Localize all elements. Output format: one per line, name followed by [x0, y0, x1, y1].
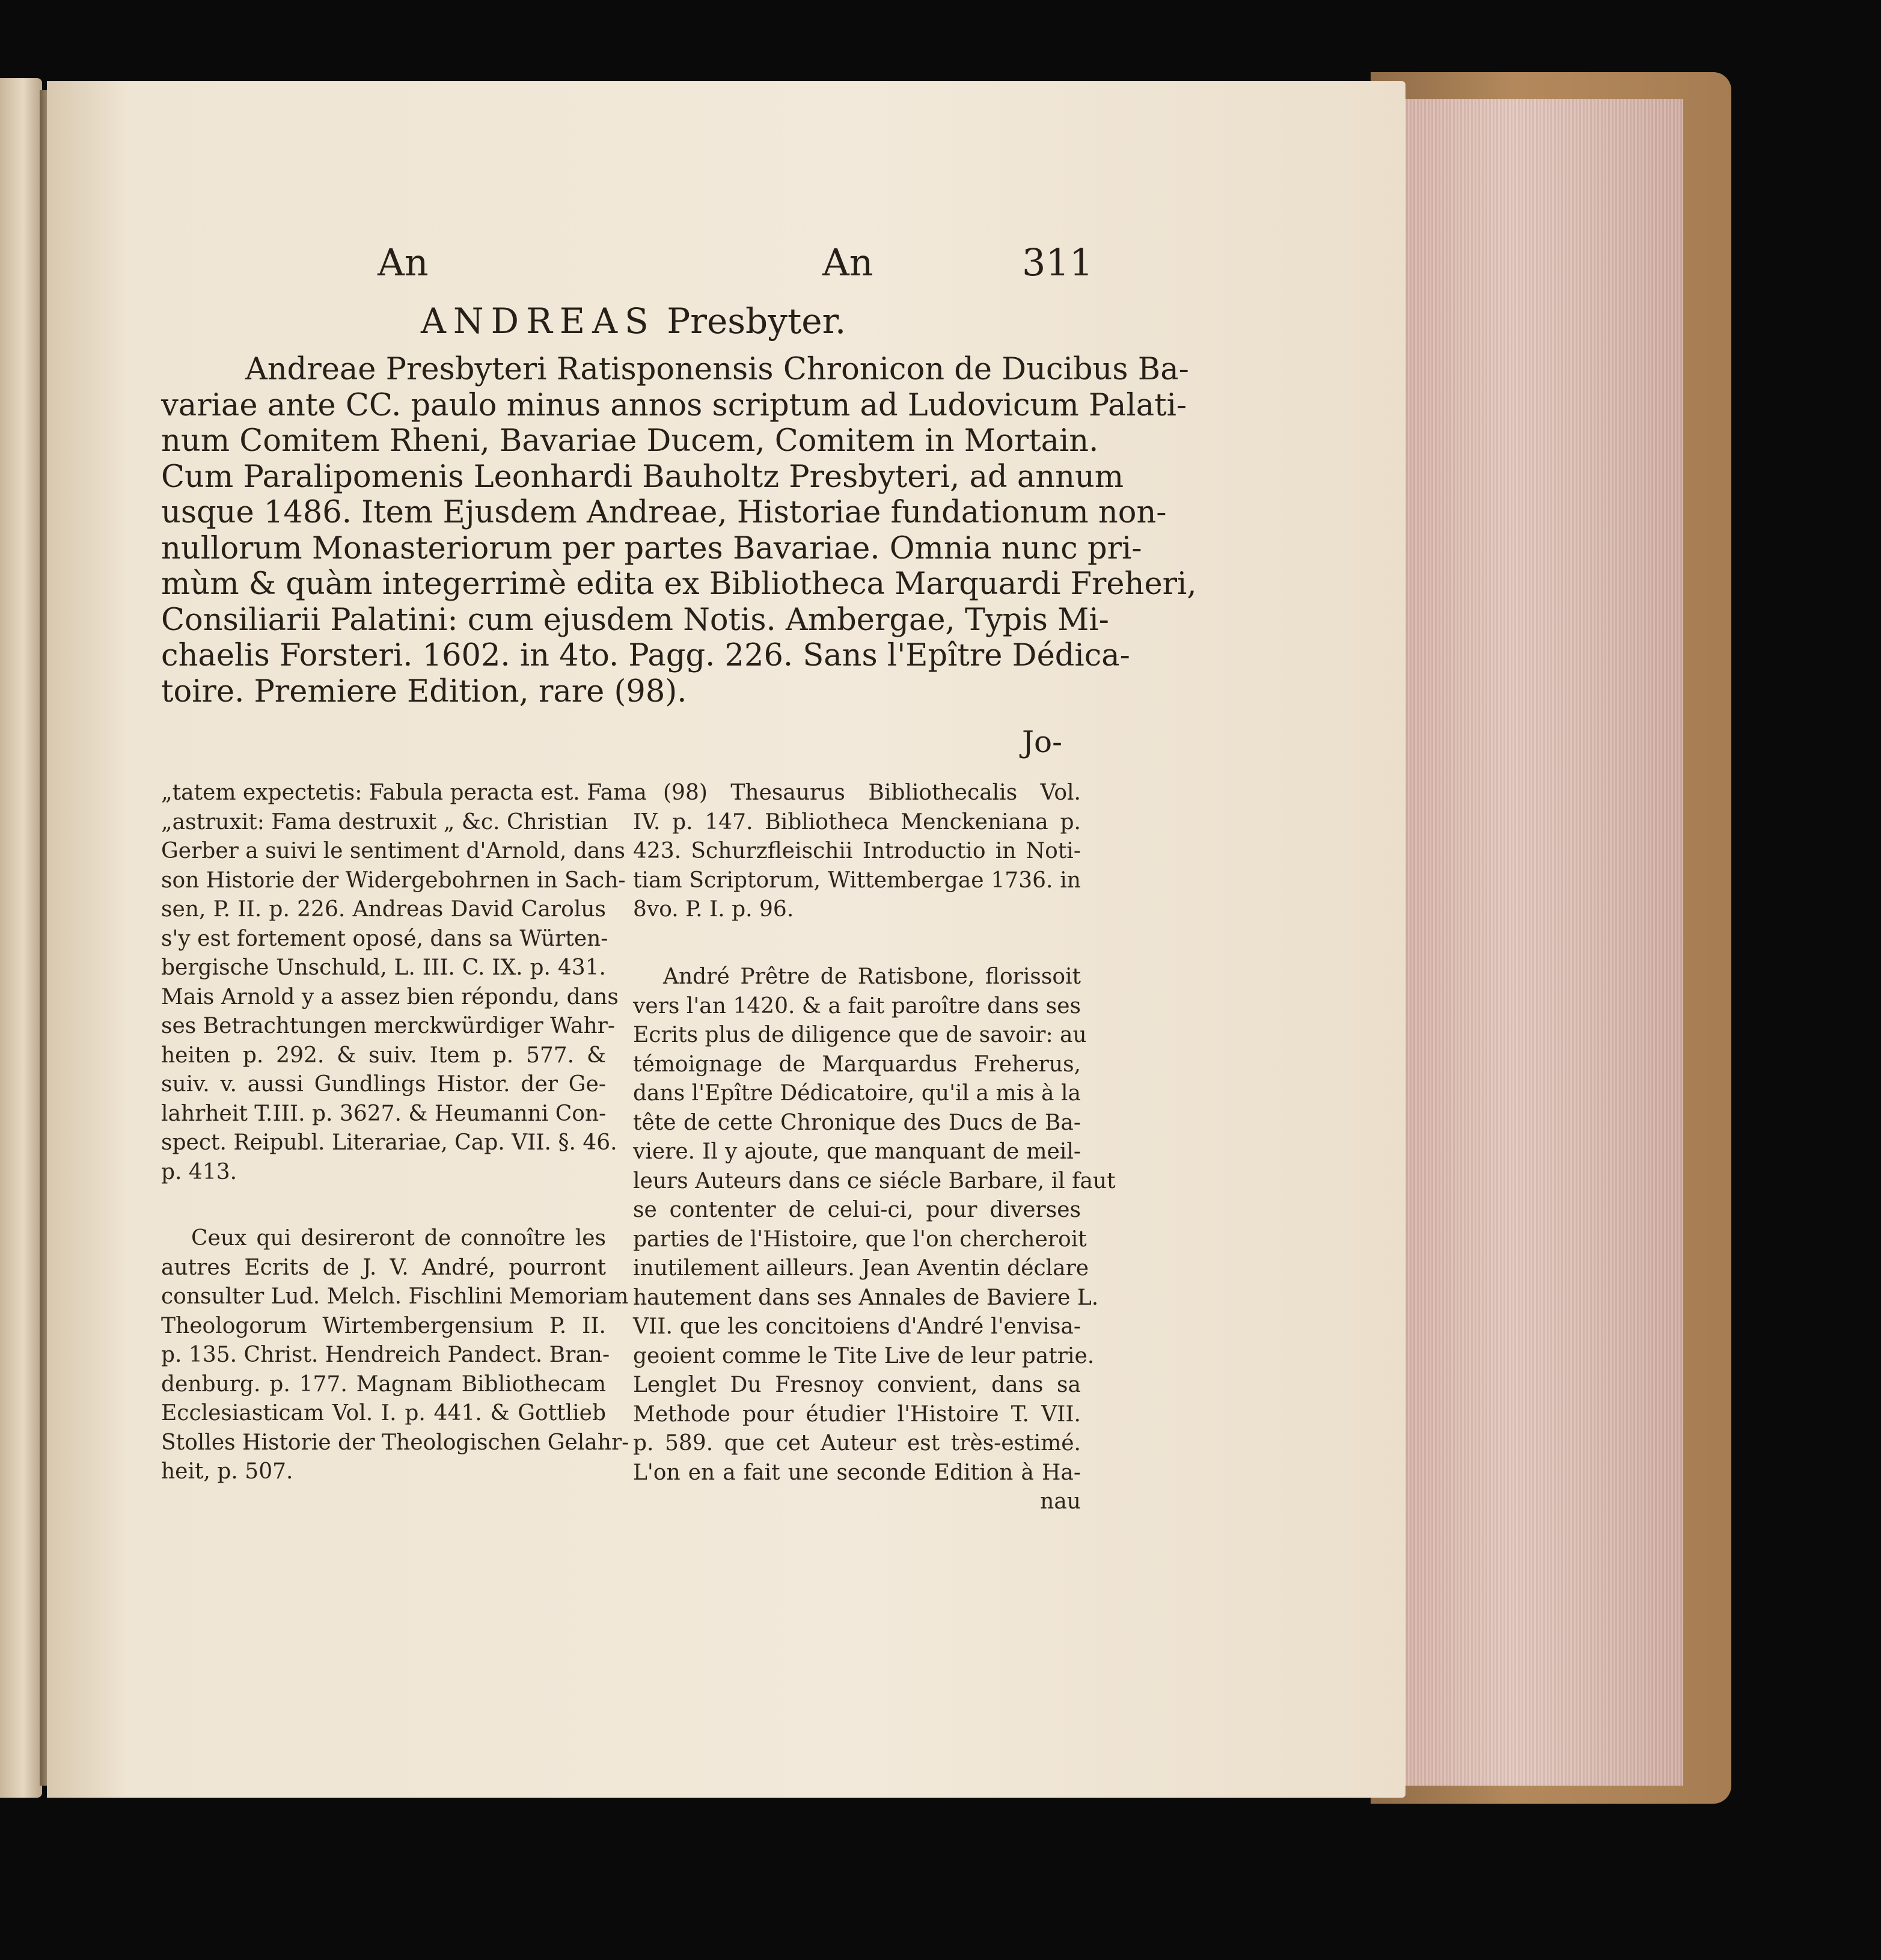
footnote-line: IV. p. 147. Bibliotheca Menckeniana p. — [633, 809, 1081, 835]
running-header-center: An — [822, 240, 873, 284]
note-line: témoignage de Marquardus Freherus, — [633, 1052, 1081, 1077]
note-line: Ecclesiasticam Vol. I. p. 441. & Gottlieb — [161, 1401, 606, 1426]
note-line: p. 589. que cet Auteur est très-estimé. — [633, 1431, 1081, 1456]
text-line: mùm & quàm integerrimè edita ex Bibliotheca Marquardi Freheri, — [161, 566, 1197, 602]
note-line: bergische Unschuld, L. III. C. IX. p. 431. — [161, 955, 606, 980]
note-line: Ceux qui desireront de connoître les — [191, 1226, 606, 1251]
note-line: heiten p. 292. & suiv. Item p. 577. & — [161, 1043, 606, 1068]
note-line: lahrheit T.III. p. 3627. & Heumanni Con- — [161, 1101, 607, 1126]
note-line: L'on en a fait une seconde Edition à Ha- — [633, 1460, 1081, 1485]
note-line: „tatem expectetis: Fabula peracta est. Fama — [161, 780, 647, 805]
note-line: Lenglet Du Fresnoy convient, dans sa — [633, 1373, 1081, 1397]
note-line: Mais Arnold y a assez bien répondu, dans — [161, 984, 619, 1009]
note-line: Methode pour étudier l'Histoire T. VII. — [633, 1401, 1081, 1427]
note-line: consulter Lud. Melch. Fischlini Memoriam — [161, 1284, 629, 1309]
note-line: VII. que les concitoiens d'André l'envisa- — [633, 1314, 1081, 1339]
note-line: p. 135. Christ. Hendreich Pandect. Bran- — [161, 1343, 610, 1367]
note-line: André Prêtre de Ratisbone, florissoit — [663, 964, 1081, 989]
note-line: spect. Reipubl. Literariae, Cap. VII. §. 46. — [161, 1130, 617, 1155]
text-line: Cum Paralipomenis Leonhardi Bauholtz Presbyteri, ad annum — [161, 459, 1124, 495]
left-column-note — [161, 779, 647, 1187]
note-line: vers l'an 1420. & a fait paroître dans ses — [633, 993, 1081, 1018]
note-line: viere. Il y ajoute, que manquant de meil- — [633, 1139, 1081, 1164]
note-line: s'y est fortement oposé, dans sa Würten- — [161, 926, 608, 951]
note-line: sen, P. II. p. 226. Andreas David Carolus — [161, 897, 606, 922]
entry-title-name: ANDREAS — [421, 301, 656, 341]
text-line: num Comitem Rheni, Bavariae Ducem, Comitem in Mortain. — [161, 423, 1099, 459]
text-line: Consiliarii Palatini: cum ejusdem Notis. Ambergae, Typis Mi- — [161, 602, 1109, 638]
note-line: suiv. v. aussi Gundlings Histor. der Ge- — [161, 1072, 606, 1097]
page-number: 311 — [1022, 240, 1093, 284]
note-line: se contenter de celui-ci, pour diverses — [633, 1198, 1081, 1222]
entry-title — [421, 301, 846, 341]
text-line: Andreae Presbyteri Ratisponensis Chronicon de Ducibus Ba- — [245, 352, 1189, 387]
note-line: leurs Auteurs dans ce siécle Barbare, il faut — [633, 1168, 1116, 1193]
entry-title-role: Presbyter. — [667, 301, 846, 341]
note-line: Theologorum Wirtembergensium P. II. — [161, 1313, 606, 1338]
note-line: Ecrits plus de diligence que de savoir: au — [633, 1023, 1087, 1047]
note-line: inutilement ailleurs. Jean Aventin déclare — [633, 1256, 1089, 1281]
footnote-line: (98) Thesaurus Bibliothecalis Vol. — [663, 780, 1081, 805]
text-line: toire. Premiere Edition, rare (98). — [161, 673, 687, 709]
left-column-paragraph — [161, 1224, 629, 1487]
note-line: Stolles Historie der Theologischen Gelahr- — [161, 1430, 629, 1455]
note-line: hautement dans ses Annales de Baviere L. — [633, 1285, 1099, 1310]
footnote-98 — [633, 779, 1081, 925]
footnote-line: 8vo. P. I. p. 96. — [633, 897, 794, 922]
note-line: parties de l'Histoire, que l'on chercheroit — [633, 1227, 1087, 1252]
note-line: dans l'Epître Dédicatoire, qu'il a mis à la — [633, 1081, 1081, 1106]
page-fore-edge — [1401, 99, 1683, 1786]
note-line: tête de cette Chronique des Ducs de Ba- — [633, 1110, 1081, 1135]
note-line: nau — [1040, 1489, 1081, 1514]
note-line: son Historie der Widergebohrnen in Sach- — [161, 868, 626, 893]
note-line: heit, p. 507. — [161, 1459, 293, 1484]
catchword: Jo- — [1022, 724, 1063, 759]
footnote-line: tiam Scriptorum, Wittembergae 1736. in — [633, 868, 1081, 893]
text-line: variae ante CC. paulo minus annos scriptum ad Ludovicum Palati- — [161, 387, 1187, 423]
note-line: Gerber a suivi le sentiment d'Arnold, dans — [161, 839, 626, 863]
running-header-left: An — [378, 240, 429, 284]
note-line: autres Ecrits de J. V. André, pourront — [161, 1255, 606, 1280]
note-line: p. 413. — [161, 1159, 237, 1184]
note-line: ses Betrachtungen merckwürdiger Wahr- — [161, 1014, 616, 1038]
note-line: geoient comme le Tite Live de leur patrie. — [633, 1343, 1095, 1368]
note-line: denburg. p. 177. Magnam Bibliothecam — [161, 1371, 606, 1397]
main-entry-text — [161, 352, 1197, 709]
facing-page-edge — [0, 78, 42, 1798]
text-line: usque 1486. Item Ejusdem Andreae, Historiae fundationum non- — [161, 495, 1167, 530]
footnote-line: 423. Schurzfleischii Introductio in Noti- — [633, 839, 1081, 863]
text-line: nullorum Monasteriorum per partes Bavariae. Omnia nunc pri- — [161, 530, 1142, 566]
right-column-paragraph — [633, 963, 1116, 1517]
text-line: chaelis Forsteri. 1602. in 4to. Pagg. 226. Sans l'Epître Dédica- — [161, 638, 1130, 673]
note-line: „astruxit: Fama destruxit „ &c. Christian — [161, 809, 608, 835]
